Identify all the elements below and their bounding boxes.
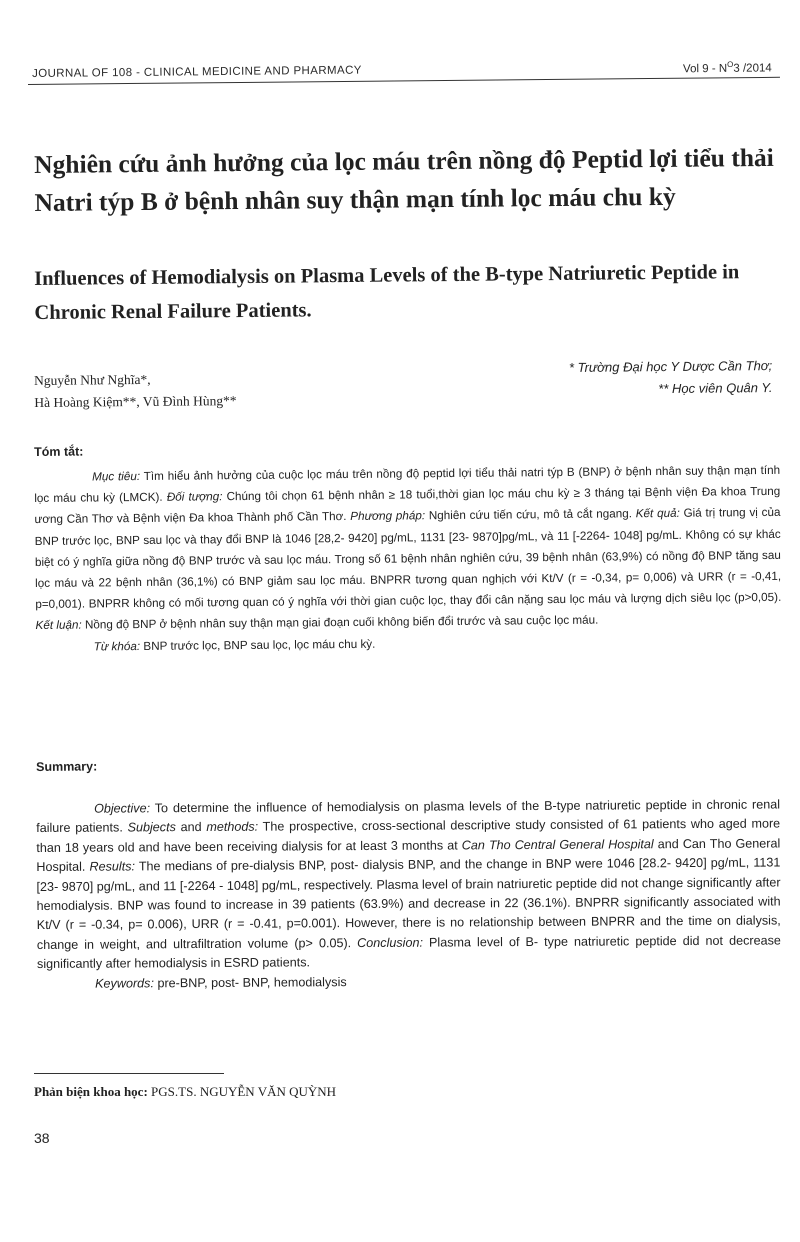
volume-issue: Vol $9 - N^O3$ /2014 xyxy=(683,59,773,76)
footnote-divider xyxy=(34,1073,224,1074)
journal-name: JOURNAL OF 108 - CLINICAL MEDICINE AND PHARMACY xyxy=(32,64,362,80)
affiliations xyxy=(568,355,772,401)
english-summary: Objective: To determine the influence of hemodialysis on plasma levels of the B-type natriuretic peptide in chronic renal failure patients. Subjects and methods: The prospective, cross-sectional descriptive study consisted of 61 patients who aged more than 18 years old and have been receiving dialysis for at least 3 months at Can Tho Central General Hospital and Can Tho General Hospital. Results: The medians of pre-dialysis BNP, post- dialysis BNP, and the change in BNP were 1046 [28.2- 9420] pg/mL, 1131 [23- 9870] pg/mL, and 11 [-2264 - 1048] pg/mL, respectively. Plasma level of brain natriuretic peptide did not change significantly after hemodialysis. BNP was found to increase in 39 patients (63.9%) and decrease in 22 (36.1%). BNPRR significantly associated with Kt/V (r = -0.34, p= 0.006), URR (r = -0.41, p=0.001). However, there is no relationship between BNPRR and the time on dialysis, change in weight, and ultrafiltration volume (p> 0.05). Conclusion: Plasma level of B- type natriuretic peptide did not decrease significantly after hemodialysis in ESRD patients. Keywords: pre-BNP, post- BNP, hemodialysis xyxy=(36,795,781,994)
affiliation-line-1: * Trường Đại học Y Dược Cần Thơ; xyxy=(568,358,772,375)
author-line-2: Hà Hoàng Kiệm**, Vũ Đình Hùng** xyxy=(34,393,237,410)
authors xyxy=(34,368,237,414)
reviewer-footnote: Phản biện khoa học: PGS.TS. NGUYỄN VĂN QUỲNH xyxy=(34,1084,337,1099)
title-vietnamese: Nghiên cứu ảnh hưởng của lọc máu trên nồng độ Peptid lợi tiểu thải Natri týp B ở bệnh nhân suy thận mạn tính lọc máu chu kỳ xyxy=(34,142,774,217)
english-keywords: Keywords: pre-BNP, post- BNP, hemodialysis xyxy=(95,974,347,991)
vietnamese-abstract: Mục tiêu: Tìm hiểu ảnh hưởng của cuộc lọc máu trên nồng độ peptid lợi tiểu thải natri týp B (BNP) ở bệnh nhân suy thận mạn tính lọc máu chu kỳ (LMCK). Đối tượng: Chúng tôi chọn 61 bệnh nhân ≥ 18 tuổi,thời gian lọc máu chu kỳ ≥ 3 tháng tại Bệnh viện Đa khoa Trung ương Cần Thơ và Bệnh viện Đa khoa Thành phố Cần Thơ. Phương pháp: Nghiên cứu tiến cứu, mô tả cắt ngang. Kết quả: Giá trị trung vị của BNP trước lọc, BNP sau lọc và thay đổi BNP là 1046 [28,2- 9420] pg/mL, 1131 [23- 9870]pg/mL, và 11 [-2264- 1048] pg/mL. Không có sự khác biệt có ý nghĩa giữa nồng độ BNP trước và sau lọc máu. Trong số 61 bệnh nhân nghiên cứu, 39 bệnh nhân (63,9%) có nồng độ BNP tăng sau lọc máu và 22 bệnh nhân (36,1%) có BNP giảm sau lọc máu. BNPRR tương quan nghịch với Kt/V (r = -0,34, p= 0,006) và URR (r = -0,41, p=0,001). BNPRR không có mối tương quan có ý nghĩa với thời gian cuộc lọc, thay đổi cân nặng sau lọc máu và lượng dịch siêu lọc (p>0,05). Kết luận: Nồng độ BNP ở bệnh nhân suy thận mạn giai đoạn cuối không biến đổi trước và sau cuộc lọc máu. Từ khóa: BNP trước lọc, BNP sau lọc, lọc máu chu kỳ. xyxy=(34,460,782,658)
tomtat-heading: Tóm tắt: xyxy=(34,444,84,459)
title-english: Influences of Hemodialysis on Plasma Levels of the B-type Natriuretic Peptide in Chronic Renal Failure Patients. xyxy=(34,261,740,324)
page-number: 38 xyxy=(34,1130,50,1146)
author-line-1: Nguyễn Như Nghĩa*, xyxy=(34,371,151,388)
vietnamese-keywords: Từ khóa: BNP trước lọc, BNP sau lọc, lọc máu chu kỳ. xyxy=(93,637,376,654)
affiliation-line-2: ** Học viên Quân Y. xyxy=(657,380,773,397)
summary-heading: Summary: xyxy=(36,759,98,774)
